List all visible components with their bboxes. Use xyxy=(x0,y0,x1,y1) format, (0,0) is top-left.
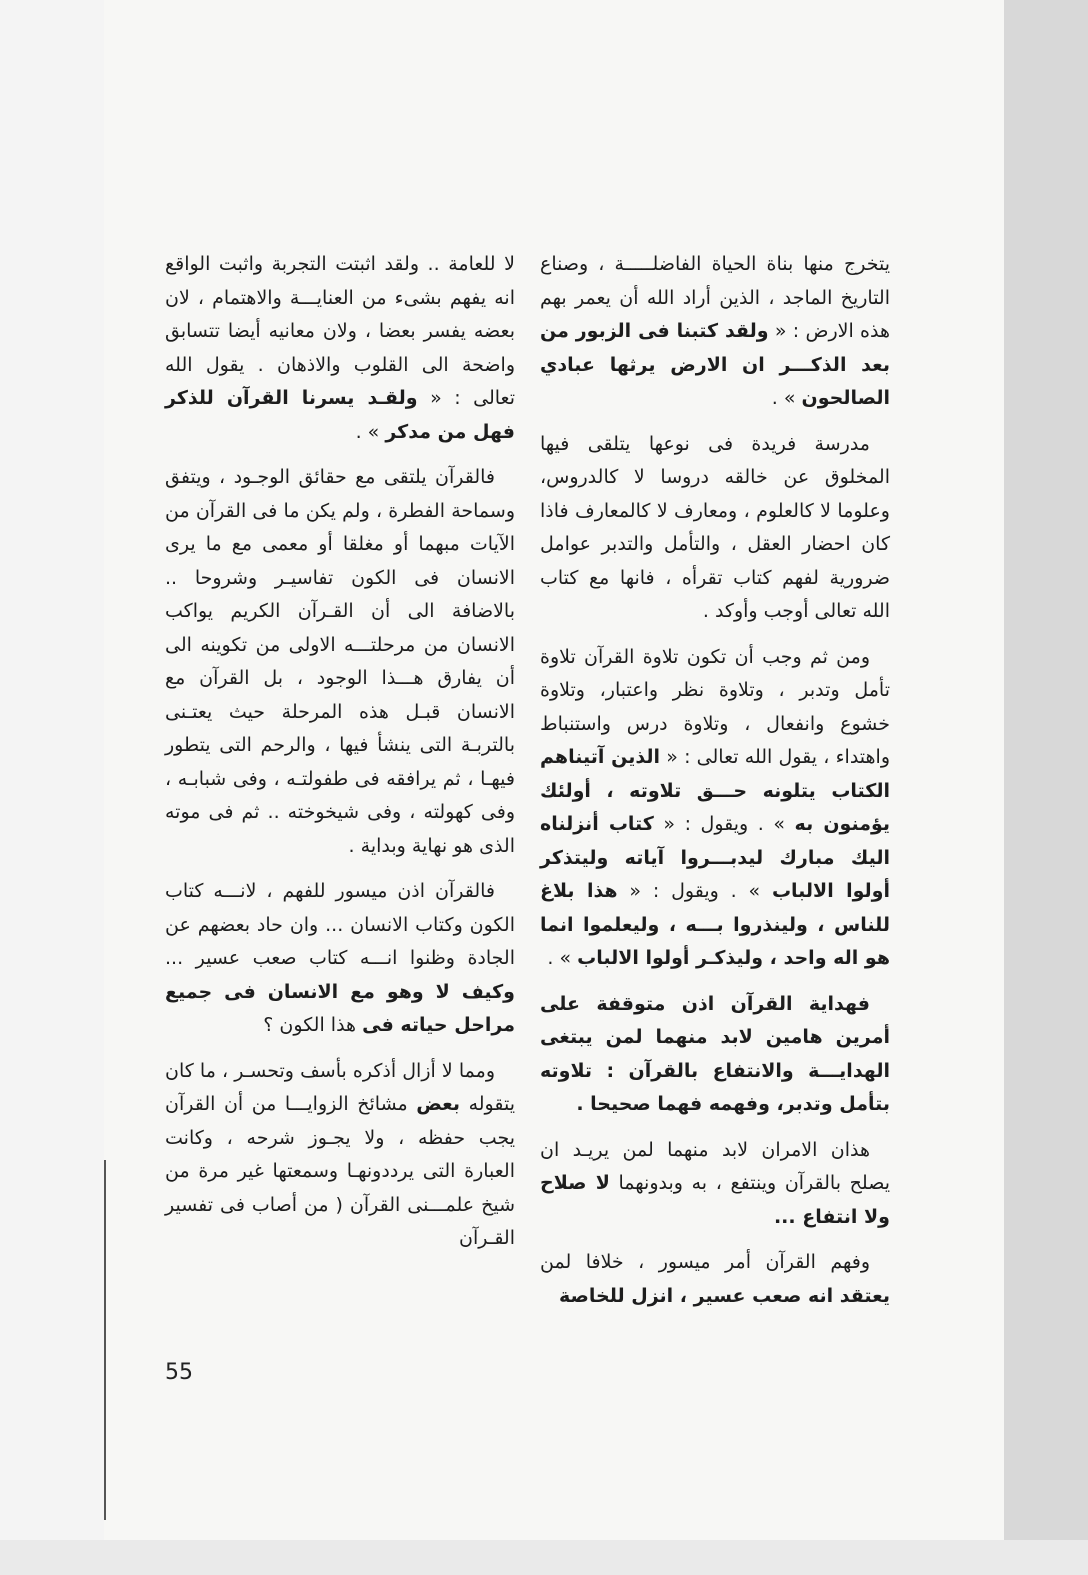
paragraph xyxy=(540,641,890,976)
bold-text-run: لا صلاح ولا انتفاع ... xyxy=(540,1172,890,1228)
paragraph xyxy=(165,875,515,1043)
text-run: » . ويقول : « xyxy=(653,813,795,835)
text-run: ومما لا أزال أذكره بأسف وتحسـر ، ما كان يتقوله xyxy=(165,1059,515,1115)
paragraph xyxy=(540,988,890,1122)
paragraph xyxy=(165,1055,515,1256)
text-run: وفهم القرآن أمر ميسور ، خلافا لمن xyxy=(540,1251,870,1273)
text-run: » . xyxy=(771,387,802,409)
bold-text-run: ولقـد يسرنا القرآن للذكر فهل من مدكر xyxy=(165,387,515,443)
text-run: » . xyxy=(547,947,578,969)
scan-left-margin xyxy=(0,0,104,1575)
text-run: يتخرج منها بناة الحياة الفاضلـــــة ، وصناع التاريخ الماجد ، الذين أراد الله أن يعمر بهم هذه الارض : « xyxy=(540,253,890,342)
text-run: مشائخ الزوايـــا من أن القرآن يجب حفظه ، ولا يجـوز شرحه ، وكانت العبارة التى يرددونهـا وسمعتها غير مرة من شيخ علمـــنى القرآن ( من أصاب فى تفسير القـرآن xyxy=(165,1093,515,1249)
text-run: » . ويقول : « xyxy=(617,880,772,902)
bold-text-run: هذا بلاغ للناس ، ولينذروا بـــه ، وليعلموا انما هو اله واحد ، وليذكـر أولوا الالباب xyxy=(540,880,890,969)
text-run: هذا الكون ؟ xyxy=(263,1014,363,1036)
bold-text-run: بعض xyxy=(416,1093,461,1115)
paragraph xyxy=(540,1246,890,1313)
paragraph xyxy=(540,1134,890,1235)
text-run: ومن ثم وجب أن تكون تلاوة القرآن تلاوة تأمل وتدبر ، وتلاوة نظر واعتبار، وتلاوة خشوع وانفعال ، وتلاوة درس واستنباط واهتداء ، يقول الله تعالى : « xyxy=(540,645,890,768)
right-text-column xyxy=(540,248,890,1325)
paragraph xyxy=(540,248,890,416)
gutter-line xyxy=(104,1160,106,1520)
paragraph xyxy=(540,428,890,629)
scan-bottom-margin xyxy=(0,1540,1088,1575)
text-run: مدرسة فريدة فى نوعها يتلقى فيها المخلوق عن خالقه دروسا لا كالدروس، وعلوما لا كالعلوم ، ومعارف لا كالمعارف فاذا كان احضار العقل ، والتأمل والتدبر عوامل ضرورية لفهم كتاب تقرأه ، فانها مع كتاب الله تعالى أوجب وأوكد . xyxy=(540,432,890,622)
bold-text-run: يعتقد انه صعب عسير ، انزل للخاصة xyxy=(559,1284,890,1307)
paragraph xyxy=(165,461,515,863)
text-run: » . xyxy=(355,420,386,443)
text-run: فالقرآن اذن ميسور للفهم ، لانـــه كتاب الكون وكتاب الانسان ... وان حاد بعضهم عن الجادة وظنوا انـــه كتاب صعب عسير ... xyxy=(165,880,515,969)
bold-text-run: الذين آتيناهم الكتاب يتلونه حـــق تلاوته ، أولئك يؤمنون به xyxy=(540,746,891,835)
bold-text-run: كتاب أنزلناه اليك مبارك ليدبـــروا آياته وليتذكر أولوا الالباب xyxy=(540,813,890,902)
bold-text-run: ولقد كتبنا فى الزبور من بعد الذكـــر ان الارض يرثها عبادي الصالحون xyxy=(540,320,890,409)
text-run: لا للعامة .. ولقد اثبتت التجربة واثبت الواقع انه يفهم بشىء من العنايـــة والاهتمام ، لان بعضه يفسر بعضا ، ولان معانيه أيضا تتسابق واضحة الى القلوب والاذهان . يقول الله تعالى : « xyxy=(165,253,516,409)
bold-text-run: فهداية القرآن اذن متوقفة على أمرين هامين لابد منهما لمن يبتغى الهدايـــة والانتفاع بالقرآن : تلاوته بتأمل وتدبر، وفهمه فهما صحيحا . xyxy=(540,992,890,1115)
left-text-column xyxy=(165,248,515,1268)
bold-text-run: وكيف لا وهو مع الانسان فى جميع مراحل حياته فى xyxy=(165,980,515,1036)
text-run: فالقرآن يلتقى مع حقائق الوجـود ، ويتفق وسماحة الفطرة ، ولم يكن ما فى القرآن من الآيات مبهما أو مغلقا أو معمى مع ما يرى الانسان فى الكون تفاسيـر وشروحا .. بالاضافة الى أن القـرآن الكريم يواكب الانسان من مرحلتـــه الاولى من تكوينه الى أن يفارق هـــذا الوجود ، بل القرآن مع الانسان قبـل هذه المرحلة حيث يعتـنى بالتربـة التى ينشأ فيها ، والرحم التى يتطور فيهـا ، ثم يرافقه فى طفولتـه ، وفى شبابـه ، وفى كهولته ، وفى شيخوخته .. ثم فى موته الذى هو نهاية وبداية . xyxy=(165,466,515,857)
paragraph xyxy=(165,248,515,449)
page-number: 55 xyxy=(165,1360,193,1385)
text-run: هذان الامران لابد منهما لمن يريـد ان يصلح بالقرآن وينتفع ، به وبدونهما xyxy=(540,1138,890,1194)
